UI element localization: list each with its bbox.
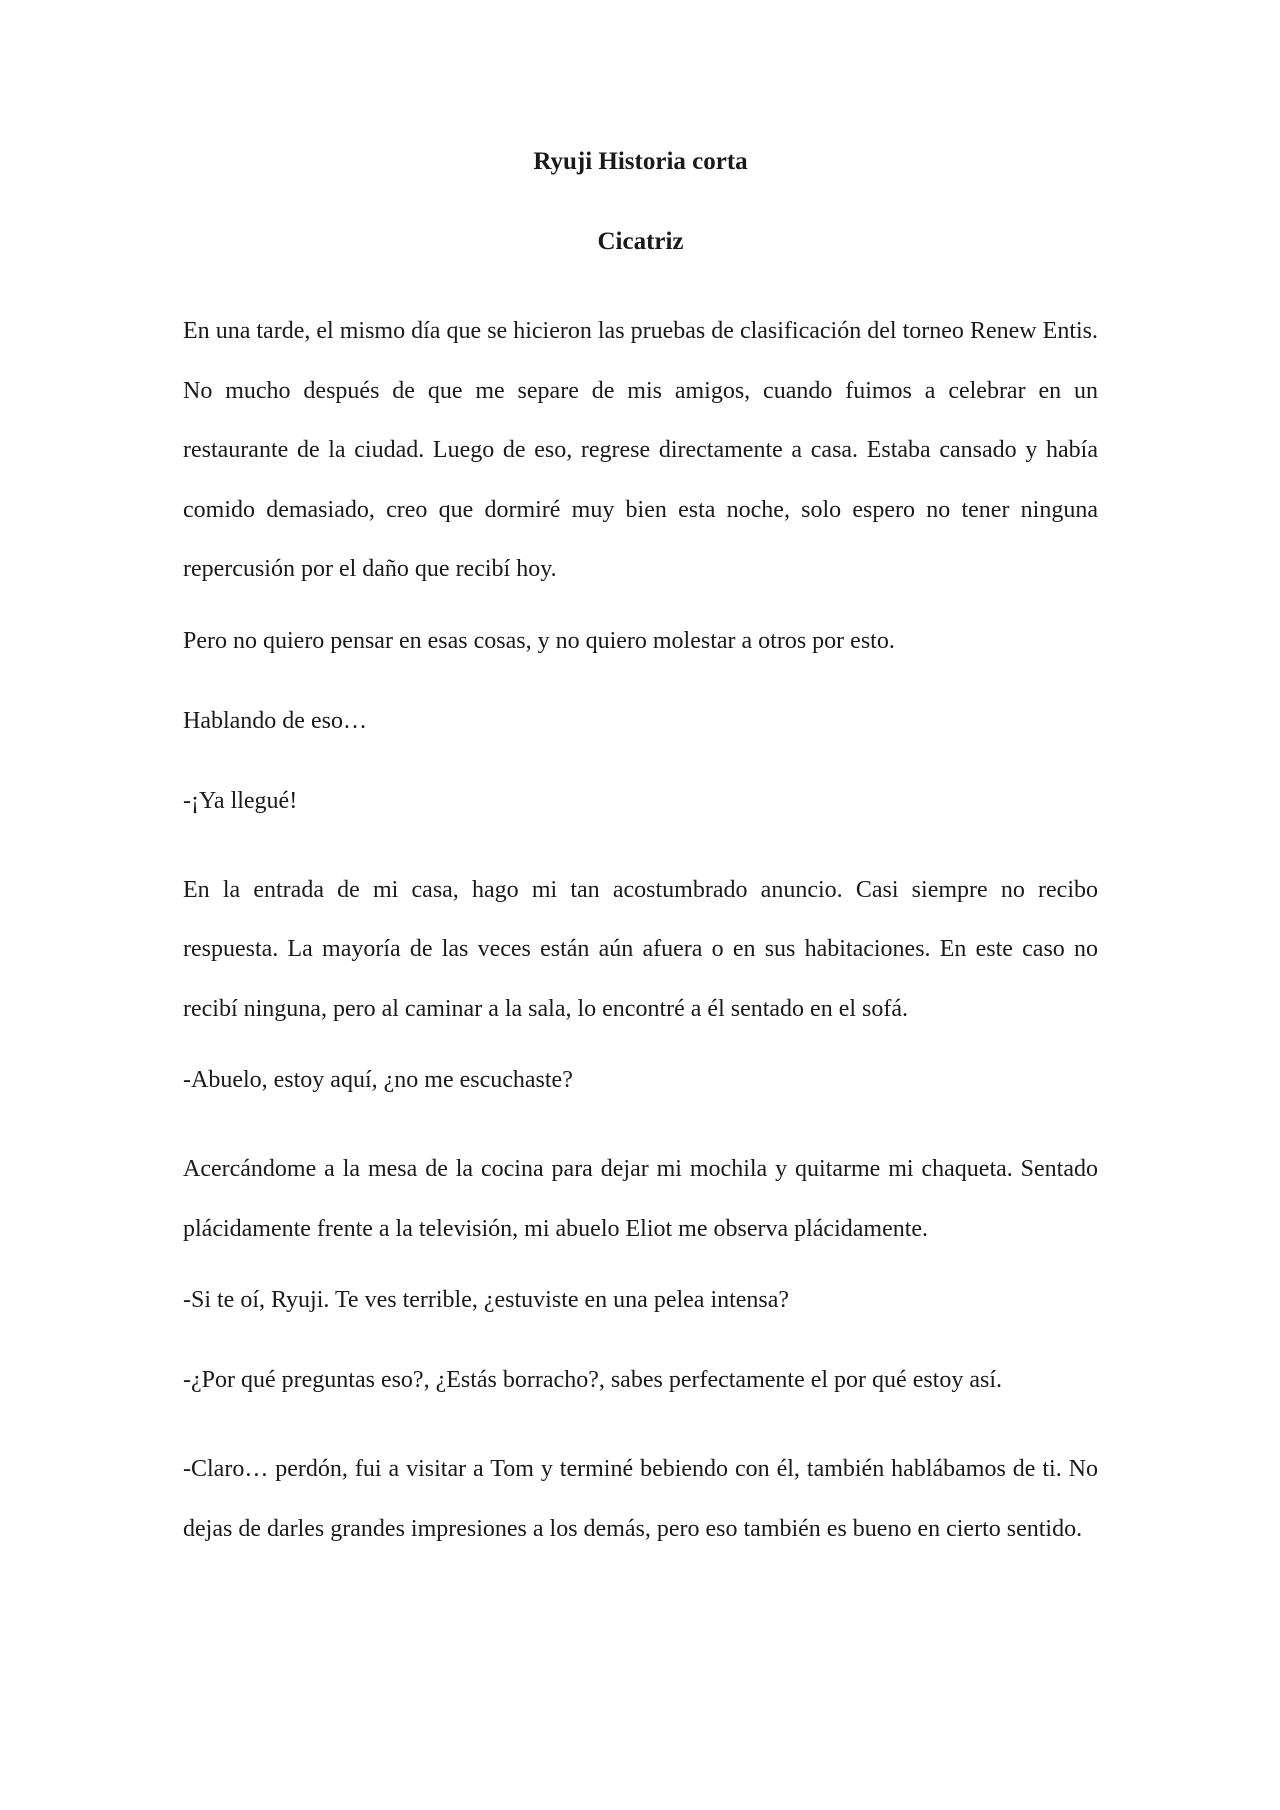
document-title: Ryuji Historia corta (533, 148, 748, 175)
paragraph-5: En la entrada de mi casa, hago mi tan acostumbrado anuncio. Casi siempre no recibo respuesta. La mayoría de las veces están aún afuera o en sus habitaciones. En este caso no recibí ninguna, pero al caminar a la sala, lo encontré a él sentado en el sofá. (183, 876, 1098, 1022)
document-body (183, 142, 1098, 1580)
chapter-title: Cicatriz (597, 228, 684, 255)
paragraph-6: -Abuelo, estoy aquí, ¿no me escuchaste? (183, 1067, 573, 1093)
paragraph-10: -Claro… perdón, fui a visitar a Tom y terminé bebiendo con él, también hablábamos de ti. No dejas de darles grandes impresiones a los demás, pero eso también es bueno en cierto sentido. (183, 1456, 1098, 1542)
paragraph-8: -Si te oí, Ryuji. Te ves terrible, ¿estuviste en una pelea intensa? (183, 1287, 790, 1313)
paragraph-3: Hablando de eso… (183, 707, 367, 734)
paragraph-1: En una tarde, el mismo día que se hicieron las pruebas de clasificación del torneo Renew Entis. No mucho después de que me separe de mis amigos, cuando fuimos a celebrar en un restaurante de la ciudad. Luego de eso, regrese directamente a casa. Estaba cansado y había comido demasiado, creo que dormiré muy bien esta noche, solo espero no tener ninguna repercusión por el daño que recibí hoy. (183, 318, 1098, 582)
paragraph-7: Acercándome a la mesa de la cocina para dejar mi mochila y quitarme mi chaqueta. Sentado plácidamente frente a la televisión, mi abuelo Eliot me observa plácidamente. (183, 1156, 1098, 1242)
paragraph-2: Pero no quiero pensar en esas cosas, y no quiero molestar a otros por esto. (183, 627, 895, 654)
paragraph-9: -¿Por qué preguntas eso?, ¿Estás borracho?, sabes perfectamente el por qué estoy así. (183, 1367, 1003, 1393)
paragraph-4: -¡Ya llegué! (183, 787, 298, 814)
